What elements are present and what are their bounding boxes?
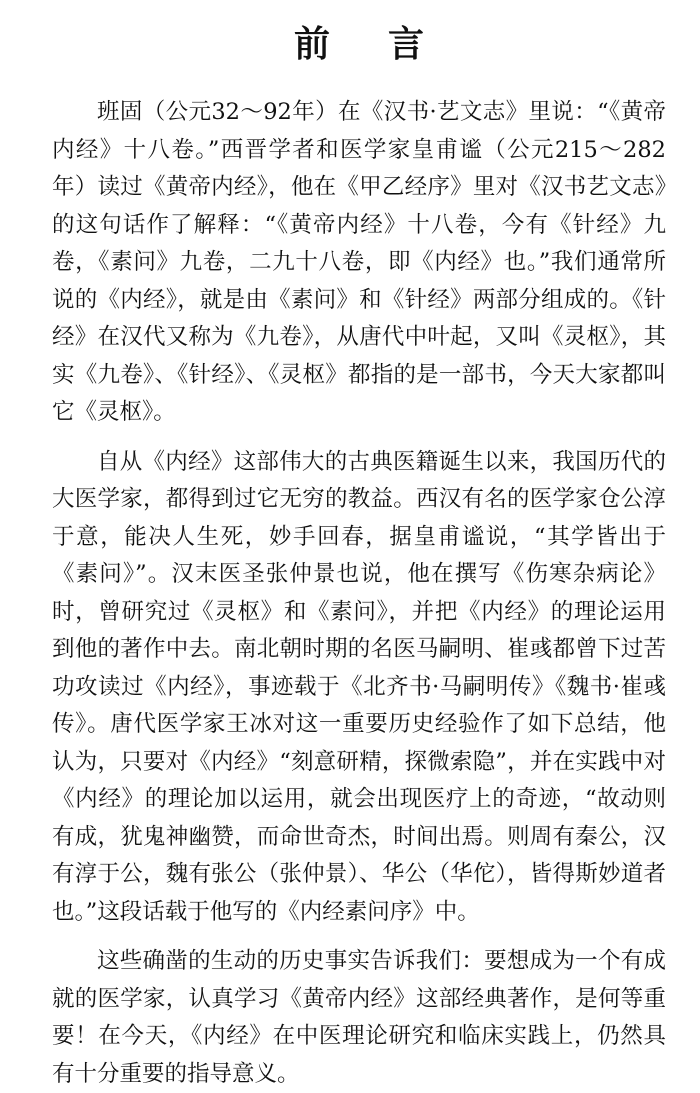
paragraph-3: 这些确凿的生动的历史事实告诉我们：要想成为一个有成就的医学家，认真学习《黄帝内经》这部经典著作，是何等重要！在今天，《内经》在中医理论研究和临床实践上，仍然具有十分重要的指导意义。: [52, 948, 666, 1087]
paragraph-2: 自从《内经》这部伟大的古典医籍诞生以来，我国历代的大医学家，都得到过它无穷的教益。西汉有名的医学家仓公淳于意，能决人生死，妙手回春，据皇甫谧说，“其学皆出于《素问》”。汉末医圣张仲景也说，他在撰写《伤寒杂病论》时，曾研究过《灵枢》和《素问》，并把《内经》的理论运用到他的著作中去。南北朝时期的名医马嗣明、崔彧都曾下过苦功攻读过《内经》，事迹载于《北齐书·马嗣明传》《魏书·崔彧传》。唐代医学家王冰对这一重要历史经验作了如下总结，他认为，只要对《内经》“刻意研精，探微索隐”，并在实践中对《内经》的理论加以运用，就会出现医疗上的奇迹，“故动则有成，犹鬼神幽赞，而命世奇杰，时间出焉。则周有秦公，汉有淳于公，魏有张公（张仲景）、华公（华佗），皆得斯妙道者也。”这段话载于他写的《内经素问序》中。: [52, 448, 666, 925]
page-title: 前言: [293, 23, 482, 65]
paragraph-1: 班固（公元32～92年）在《汉书·艺文志》里说：“《黄帝内经》十八卷。”西晋学者和医学家皇甫谧（公元215～282年）读过《黄帝内经》，他在《甲乙经序》里对《汉书艺文志》的这句话作了解释：“《黄帝内经》十八卷，今有《针经》九卷，《素问》九卷，二九十八卷，即《内经》也。”我们通常所说的《内经》，就是由《素问》和《针经》两部分组成的。《针经》在汉代又称为《九卷》，从唐代中叶起，又叫《灵枢》，其实《九卷》、《针经》、《灵枢》都指的是一部书，今天大家都叫它《灵枢》。: [52, 99, 666, 425]
